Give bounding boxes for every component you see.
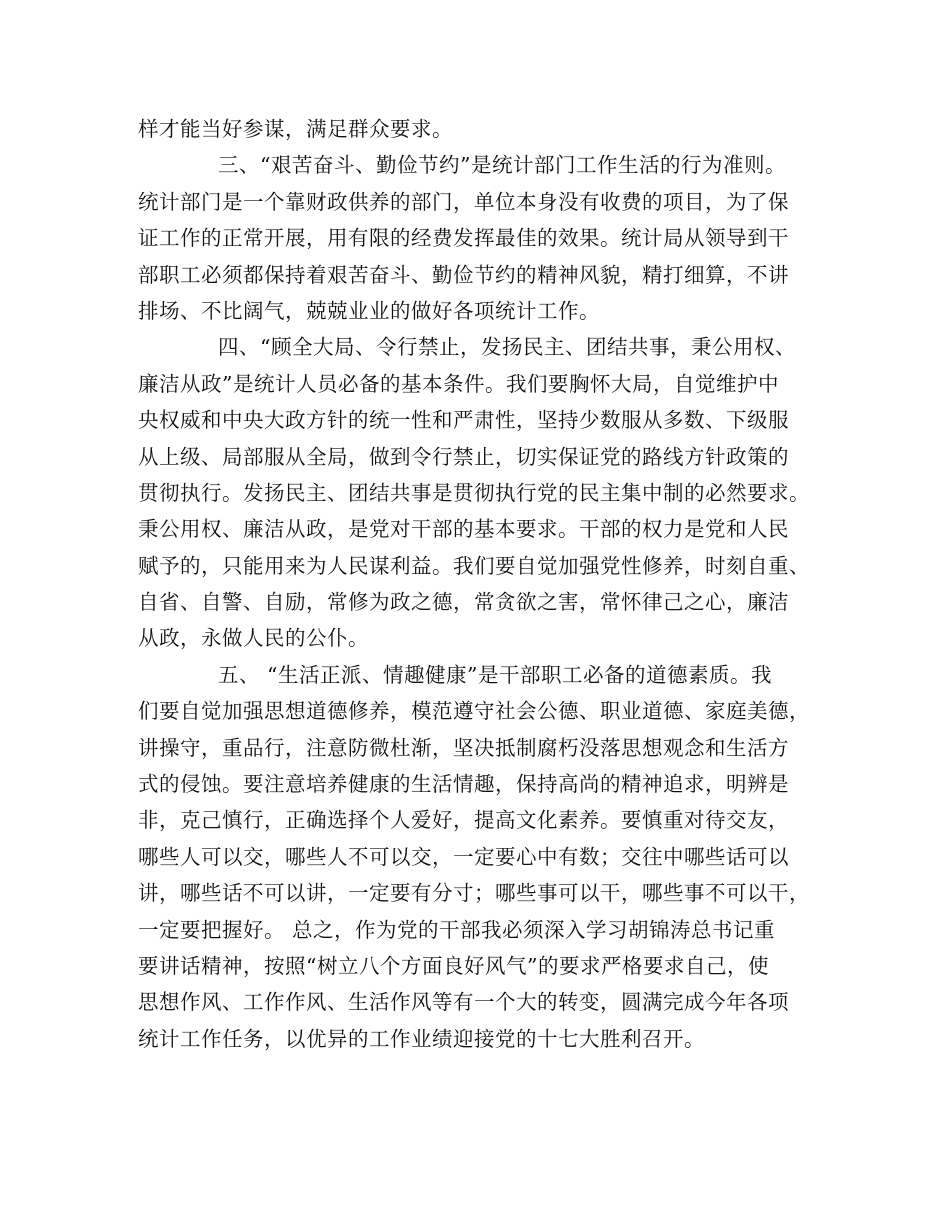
text-line: 一定要把握好。 总之，作为党的干部我必须深入学习胡锦涛总书记重 [138, 917, 776, 942]
text-line: 非，克己慎行，正确选择个人爱好，提高文化素养。要慎重对待交友， [138, 808, 789, 833]
text-line: 讲操守，重品行，注意防微杜渐，坚决抵制腐朽没落思想观念和生活方 [138, 735, 789, 760]
text-line: 讲，哪些话不可以讲，一定要有分寸；哪些事可以干，哪些事不可以干， [138, 881, 810, 906]
section-three-heading-line: 三、“艰苦奋斗、勤俭节约”是统计部门工作生活的行为准则。 [218, 153, 786, 178]
text-line: 统计工作任务，以优异的工作业绩迎接党的十七大胜利召开。 [138, 1026, 705, 1051]
section-five-heading-line: 五、 “生活正派、情趣健康”是干部职工必备的道德素质。我 [218, 662, 772, 687]
text-line: 自省、自警、自励，常修为政之德，常贪欲之害，常怀律己之心，廉洁 [138, 590, 789, 615]
text-line: 证工作的正常开展，用有限的经费发挥最佳的效果。统计局从领导到干 [138, 226, 789, 251]
text-line: 哪些人可以交，哪些人不可以交，一定要心中有数；交往中哪些话可以 [138, 844, 789, 869]
text-line: 贯彻执行。发扬民主、团结共事是贯彻执行党的民主集中制的必然要求。 [138, 480, 810, 505]
text-line: 统计部门是一个靠财政供养的部门，单位本身没有收费的项目，为了保 [138, 189, 789, 214]
text-line: 央权威和中央大政方针的统一性和严肃性，坚持少数服从多数、下级服 [138, 408, 789, 433]
text-line: 部职工必须都保持着艰苦奋斗、勤俭节约的精神风貌，精打细算，不讲 [138, 262, 789, 287]
text-line: 式的侵蚀。要注意培养健康的生活情趣，保持高尚的精神追求，明辨是 [138, 772, 789, 797]
text-line: 从政，永做人民的公仆。 [138, 626, 369, 651]
text-line: 样才能当好参谋，满足群众要求。 [138, 117, 453, 141]
text-line: 秉公用权、廉洁从政，是党对干部的基本要求。干部的权力是党和人民 [138, 517, 789, 542]
text-line: 从上级、局部服从全局，做到令行禁止，切实保证党的路线方针政策的 [138, 444, 789, 469]
text-line: 要讲话精神，按照“树立八个方面良好风气”的要求严格要求自己，使 [138, 953, 769, 978]
text-line: 排场、不比阔气，兢兢业业的做好各项统计工作。 [138, 298, 600, 323]
text-line: 廉洁从政”是统计人员必备的基本条件。我们要胸怀大局，自觉维护中 [138, 371, 779, 396]
text-line: 们要自觉加强思想道德修养，模范遵守社会公德、职业道德、家庭美德， [138, 699, 810, 724]
section-four-heading-line: 四、“顾全大局、令行禁止，发扬民主、团结共事，秉公用权、 [218, 335, 796, 360]
document-body [138, 111, 828, 1057]
text-line: 思想作风、工作作风、生活作风等有一个大的转变，圆满完成今年各项 [138, 990, 789, 1015]
text-line: 赋予的，只能用来为人民谋利益。我们要自觉加强党性修养，时刻自重、 [138, 553, 810, 578]
